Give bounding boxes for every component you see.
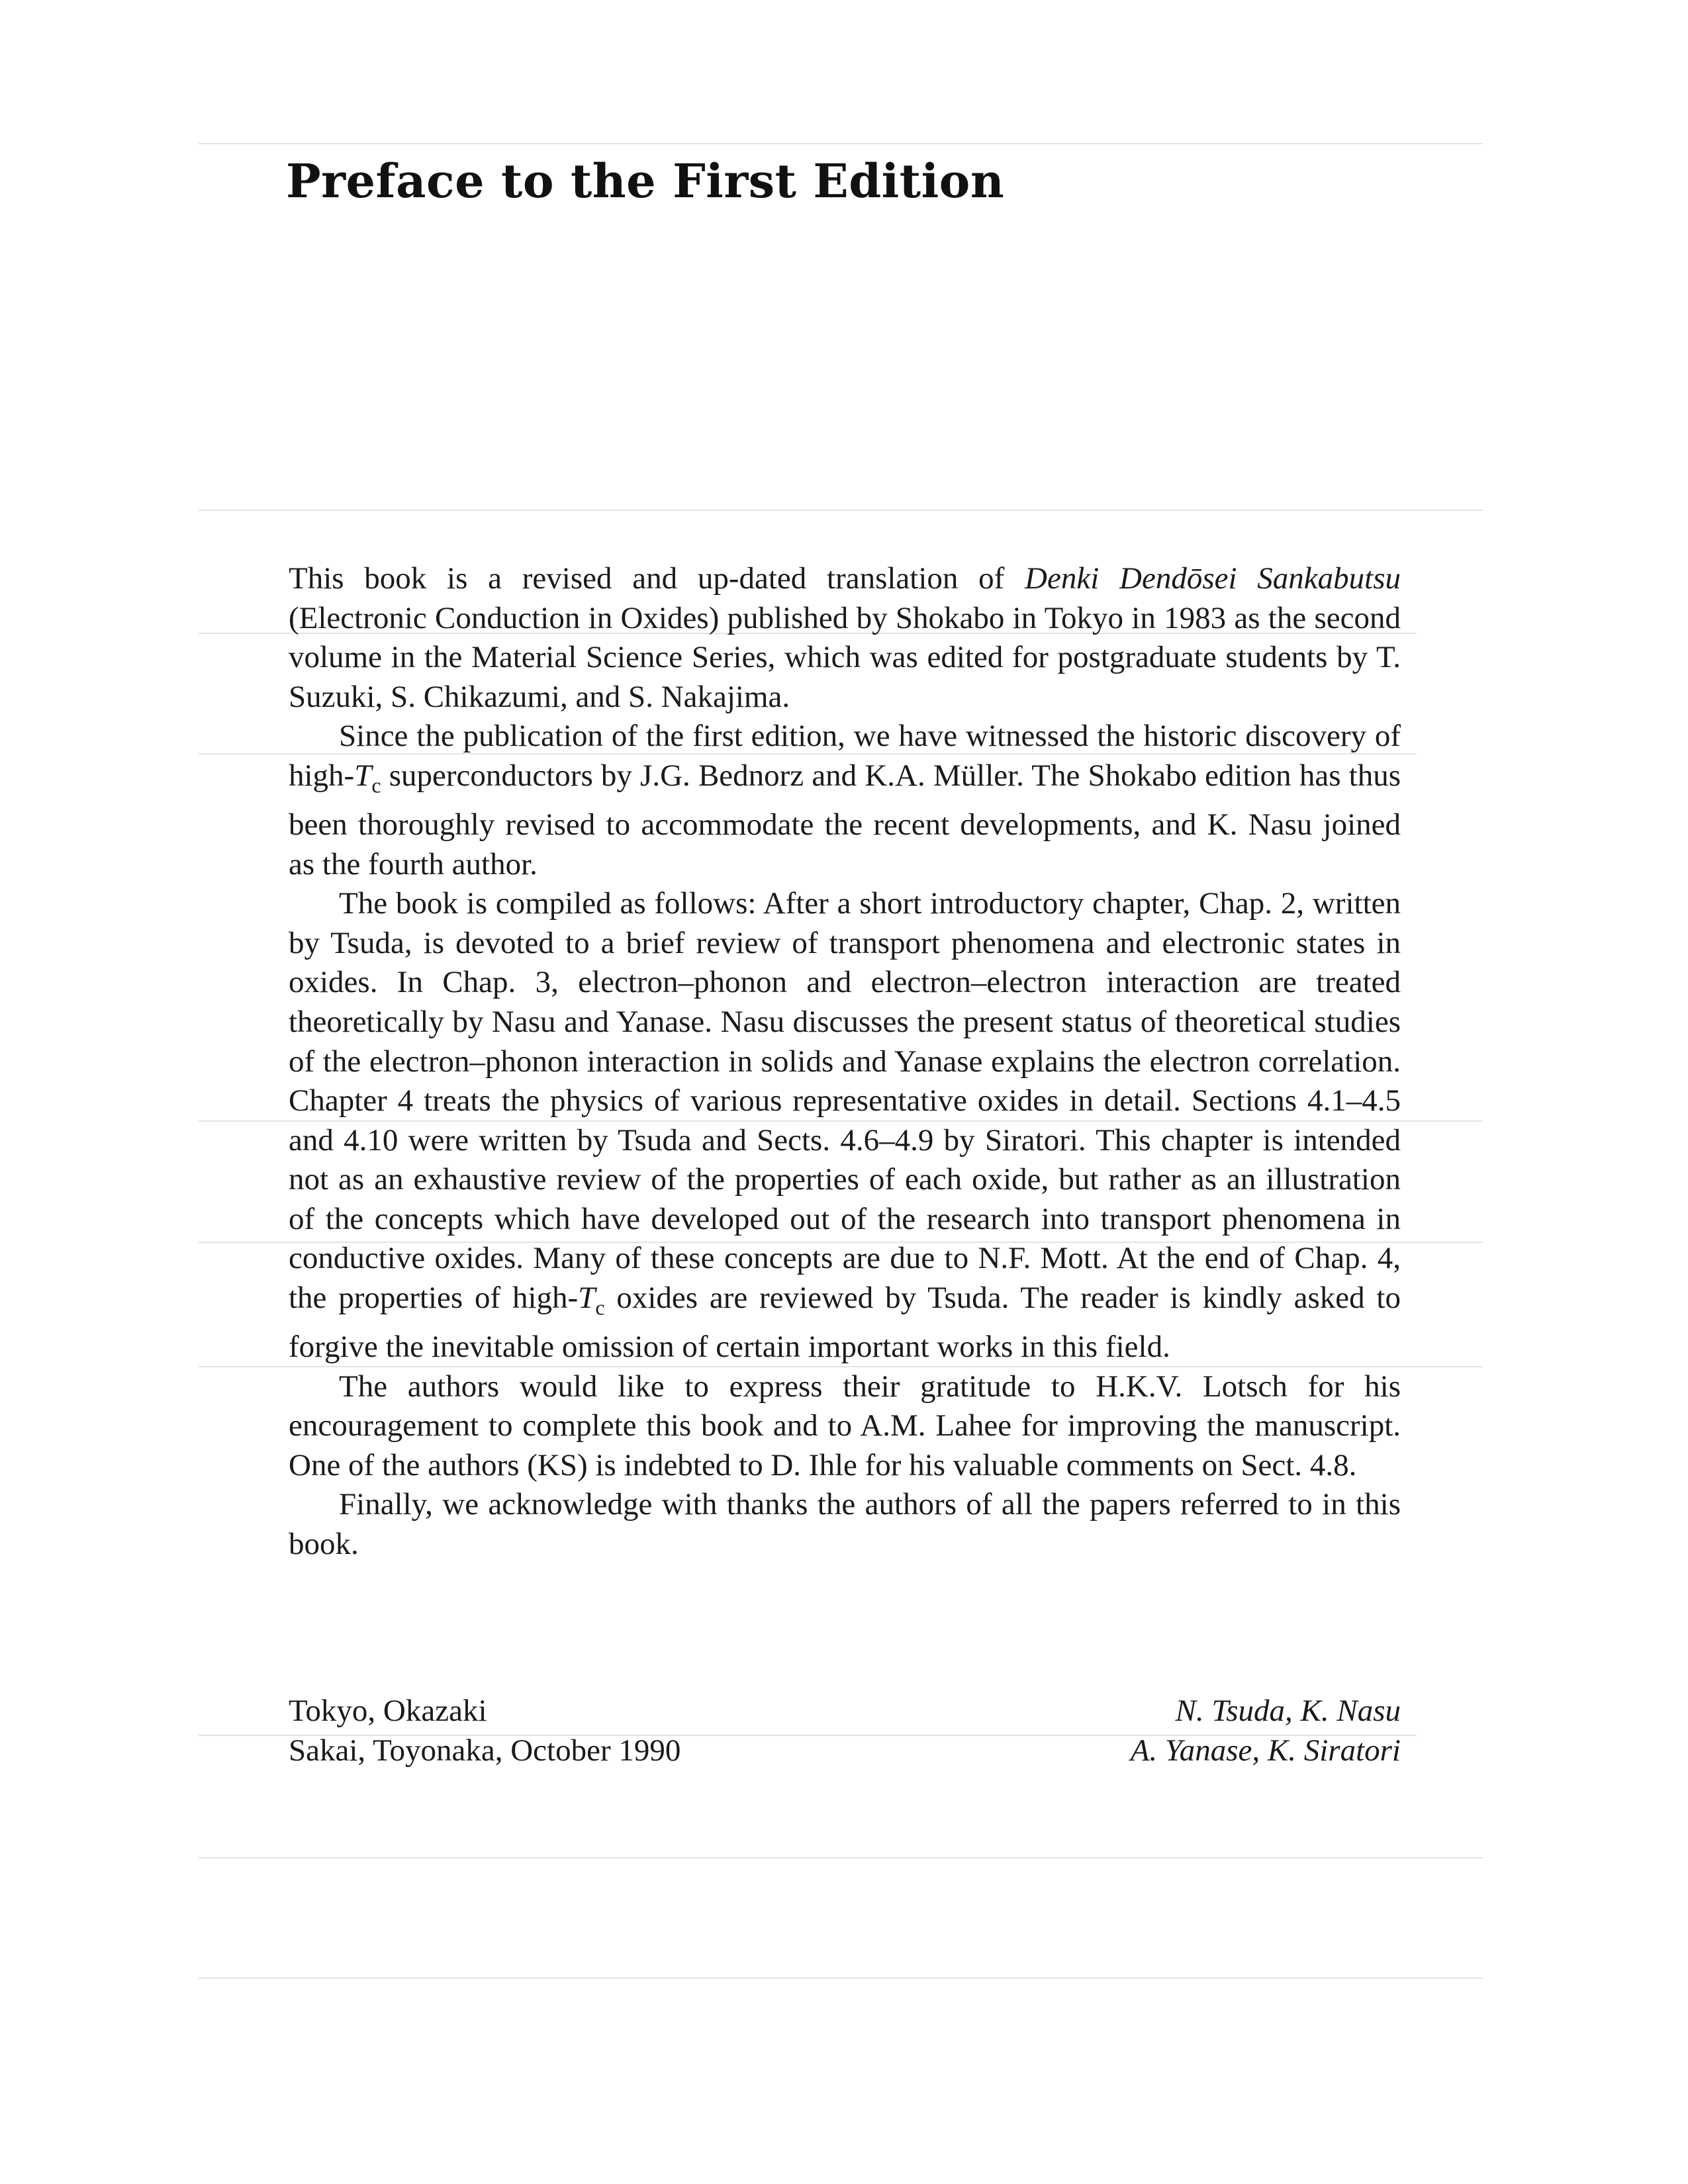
signature-place-2: Sakai, Toyonaka, October 1990 [289, 1733, 681, 1768]
paragraph-4 [289, 1367, 1401, 1486]
paragraph-3-text-a: The book is compiled as follows: After a short introductory chapter, Chap. 2, written by Tsuda, is devoted to a brief review of transport phenomena and electronic states in oxides. In Chap. 3, electron–phonon and electron–electron interaction are treated theoretically by Nasu and Yanase. Nasu discusses the present status of theoretical studies of the electron–phonon interaction in solids and Yanase explains the electron correlation. Chapter 4 treats the physics of various representative oxides in detail. Sections 4.1–4.5 and 4.10 were written by Tsuda and Sects. 4.6–4.9 by Siratori. This chapter is intended not as an exhaustive review of the properties of each oxide, but rather as an illustration of the concepts which have developed out of the research into transport phenomena in conductive oxides. Many of these concepts are due to N.F. Mott. At the end of Chap. 4, the properties of high- [289, 886, 1401, 1316]
signature-place-1: Tokyo, Okazaki [289, 1694, 487, 1728]
paragraph-2 [289, 717, 1401, 884]
signature-authors-1: N. Tsuda, K. Nasu [1175, 1694, 1401, 1728]
paragraph-1-text-b: (Electronic Conduction in Oxides) published by Shokabo in Tokyo in 1983 as the second volume in the Material Science Series, which was edited for postgraduate students by T. Suzuki, S. Chikazumi, and S. Nakajima. [289, 600, 1401, 714]
paragraph-2-text-a: Since the publication of the first edition, we have witnessed the historic discovery of high- [289, 719, 1401, 793]
signature-authors-2: A. Yanase, K. Siratori [1130, 1733, 1401, 1768]
math-tc-symbol: T [578, 1281, 596, 1316]
paragraph-2-text-b: superconductors by J.G. Bednorz and K.A. Müller. The Shokabo edition has thus been thoroughly revised to accommodate the recent developments, and K. Nasu joined as the fourth author. [289, 758, 1401, 882]
page-title: Preface to the First Edition [286, 154, 1005, 208]
paragraph-1 [289, 559, 1401, 717]
paragraph-4-text: The authors would like to express their gratitude to H.K.V. Lotsch for his encouragement to complete this book and to A.M. Lahee for improving the manuscript. One of the authors (KS) is indebted to D. Ihle for his valuable comments on Sect. 4.8. [289, 1369, 1401, 1482]
math-tc-subscript: c [371, 773, 381, 797]
signature-row-1 [289, 1692, 1401, 1731]
original-title: Denki Dendōsei Sankabutsu [1025, 561, 1401, 596]
rule-bottom-1 [199, 1857, 1483, 1858]
signature-row-2 [289, 1731, 1401, 1771]
signature-block [289, 1692, 1401, 1770]
rule-top [199, 143, 1483, 144]
rule-bottom-2 [199, 1978, 1483, 1979]
paragraph-5 [289, 1485, 1401, 1564]
preface-body [289, 559, 1401, 1565]
math-tc-subscript: c [595, 1295, 605, 1320]
paragraph-3 [289, 884, 1401, 1367]
paragraph-1-text-a: This book is a revised and up-dated translation of [289, 561, 1025, 596]
paragraph-3-text-b: oxides are reviewed by Tsuda. The reader is kindly asked to forgive the inevitable omission of certain important works in this field. [289, 1281, 1401, 1365]
paragraph-5-text: Finally, we acknowledge with thanks the authors of all the papers referred to in this book. [289, 1487, 1401, 1562]
rule-under-title [199, 510, 1483, 511]
math-tc-symbol: T [354, 758, 372, 793]
